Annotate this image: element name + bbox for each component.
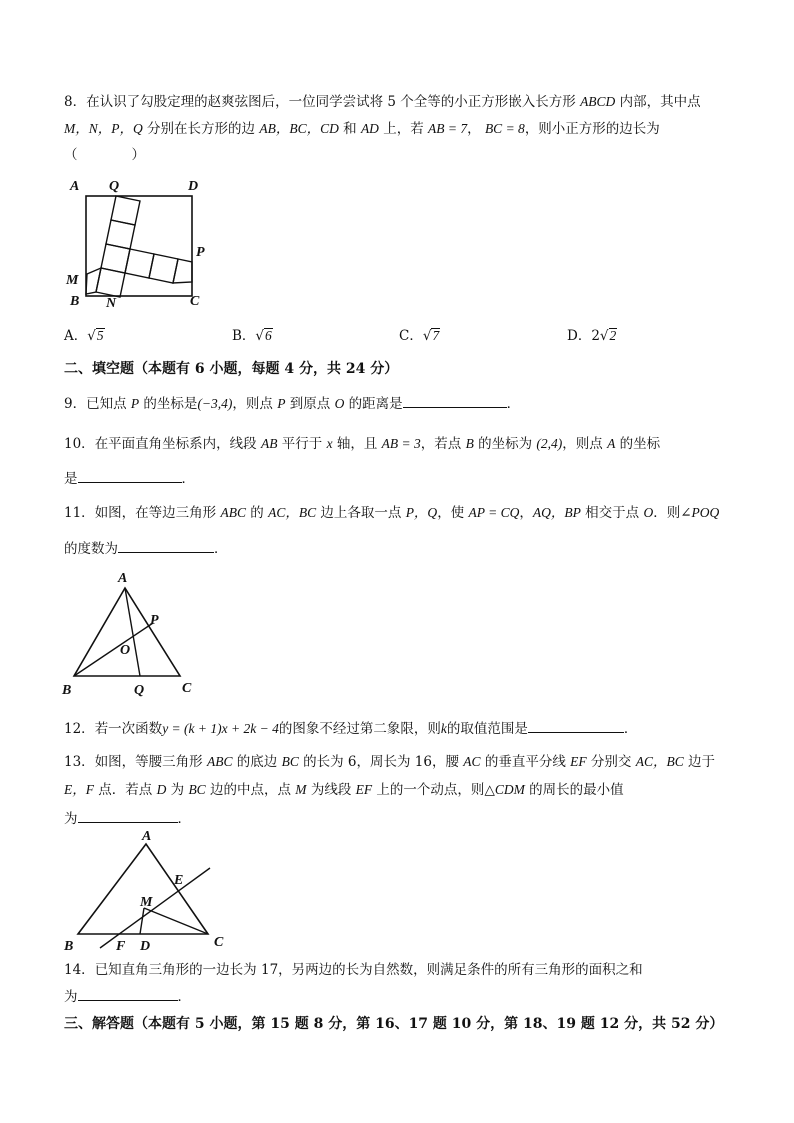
q8-text: 和 — [338, 121, 361, 137]
angle-poq: ∠POQ — [680, 505, 720, 520]
triangle-cdm: △CDM — [484, 782, 525, 797]
point-p: P — [277, 396, 286, 411]
q12-number: 12． — [64, 721, 95, 737]
label-d: D — [140, 939, 151, 954]
q9-number: 9． — [64, 396, 87, 412]
q14-end: ． — [177, 989, 191, 1005]
label-a: A — [118, 571, 128, 586]
q9-text: ，则点 — [232, 396, 278, 412]
point-o: O — [643, 505, 654, 520]
option-label: D． — [567, 328, 592, 344]
coordinate: (2,4) — [536, 436, 563, 451]
perpendicular-bisector-ef — [100, 868, 210, 948]
point-a: A — [607, 436, 616, 451]
triangle-name: ABC — [206, 754, 233, 769]
q12-text: 的取值范围是 — [446, 721, 528, 737]
coordinate: (−3,4) — [197, 396, 233, 411]
q8-sides: AB，BC，CD — [259, 121, 339, 136]
q10-text: 的坐标 — [615, 436, 661, 452]
label-a: A — [70, 179, 80, 194]
q13-text: 边的中点，点 — [205, 782, 296, 798]
q11-text: 相交于点 — [580, 505, 644, 521]
answer-blank[interactable] — [78, 468, 182, 483]
label-a: A — [142, 829, 152, 844]
triangle-abc — [78, 844, 208, 934]
q13-line-2 — [64, 780, 624, 800]
point-b: B — [465, 436, 474, 451]
q10-end: ． — [181, 471, 195, 487]
q9-line — [64, 393, 520, 414]
q9-text: 到原点 — [285, 396, 335, 412]
q11-text: 如图，在等边三角形 — [94, 505, 221, 521]
var-k: k — [440, 721, 447, 736]
q14-number: 14． — [64, 962, 95, 978]
answer-blank[interactable] — [528, 718, 624, 733]
q13-figure — [60, 826, 240, 954]
q11-text: ，使 — [437, 505, 469, 521]
q8-side: AD — [360, 121, 379, 136]
q11-line-2 — [64, 538, 228, 559]
label-c: C — [214, 935, 224, 950]
label-p: P — [196, 245, 205, 260]
label-c: C — [190, 294, 200, 309]
option-label: C． — [399, 328, 423, 344]
q13-text: 如图，等腰三角形 — [94, 754, 207, 770]
q8-figure — [64, 174, 224, 314]
q11-text: 的 — [245, 505, 269, 521]
condition: AB = 3 — [381, 436, 421, 451]
sqrt-symbol: √ — [87, 328, 96, 344]
label-e: E — [174, 873, 184, 888]
label-m: M — [140, 895, 153, 910]
option-c[interactable] — [399, 324, 440, 344]
segment-md — [140, 908, 144, 934]
q11-text: 边上各取一点 — [316, 505, 406, 521]
q10-text: 平行于 — [277, 436, 327, 452]
label-q: Q — [109, 179, 120, 194]
label-f: F — [116, 939, 126, 954]
label-b: B — [64, 939, 74, 954]
radicand: 5 — [96, 328, 104, 343]
rectangle-abcd — [86, 196, 192, 296]
sqrt-symbol: √ — [255, 328, 265, 344]
segment-ab: AB — [260, 436, 278, 451]
label-p: P — [150, 613, 159, 628]
q10-text: 是 — [64, 471, 78, 487]
small-squares — [86, 196, 192, 297]
point-d: D — [156, 782, 167, 797]
q13-text: 为 — [166, 782, 189, 798]
radicand: 2 — [609, 328, 617, 343]
q9-text: 的距离是 — [344, 396, 403, 412]
construction-lines — [100, 868, 210, 948]
q8-number: 8． — [64, 94, 87, 110]
origin-o: O — [334, 396, 345, 411]
q14-line-1 — [64, 960, 643, 980]
q13-end: ． — [177, 811, 191, 827]
coefficient: 2 — [591, 328, 600, 344]
option-a[interactable] — [64, 324, 105, 344]
side-ac: AC — [463, 754, 481, 769]
q10-text: ，若点 — [420, 436, 466, 452]
option-label: B． — [232, 328, 256, 344]
q8-condition: AB = 7 — [428, 121, 468, 136]
q13-line-1 — [64, 752, 715, 772]
q8-condition: BC = 8 — [484, 121, 525, 136]
radicand: 7 — [432, 328, 440, 343]
side-bc: BC — [188, 782, 206, 797]
point-p: P — [130, 396, 140, 411]
q11-text: ， — [519, 505, 533, 521]
x-axis-var: x — [326, 436, 333, 451]
label-o: O — [120, 643, 131, 658]
q10-line-1 — [64, 434, 660, 454]
q10-text: ，则点 — [562, 436, 608, 452]
q8-line-2: M，N，P，Q 分别在长方形的边 AB，BC，CD 和 AD 上，若 AB = 7， BC = 8，则小正方形的边长为 — [64, 121, 660, 137]
q13-text: 的垂直平分线 — [480, 754, 571, 770]
option-d[interactable] — [567, 324, 617, 344]
radicand: 6 — [265, 328, 272, 343]
q13-text: 为线段 — [306, 782, 356, 798]
cevians — [74, 588, 153, 676]
q14-text: 为 — [64, 989, 78, 1005]
q11-text: ．则 — [653, 505, 681, 521]
label-n: N — [106, 296, 117, 311]
q10-text: 的坐标为 — [473, 436, 537, 452]
q8-line-1 — [64, 92, 701, 112]
q13-text: 的底边 — [232, 754, 282, 770]
q8-text: 分别在长方形的边 — [142, 121, 260, 137]
q13-text: 的周长的最小值 — [524, 782, 624, 798]
q10-text: 轴，且 — [332, 436, 382, 452]
q9-text: 已知点 — [86, 396, 131, 412]
q10-line-2 — [64, 468, 195, 489]
segment-ef: EF — [355, 782, 373, 797]
label-d: D — [188, 179, 199, 194]
segments: AQ，BP — [532, 505, 581, 520]
q11-end: ． — [214, 541, 228, 557]
q13-text: 的长为 6，周长为 16，腰 — [298, 754, 464, 770]
q13-text: 分别交 — [586, 754, 636, 770]
answer-blank[interactable] — [403, 393, 507, 408]
sqrt-symbol: √ — [599, 328, 609, 344]
q8-rect-name: ABCD — [580, 94, 616, 109]
q8-text: 内部，其中点 — [615, 94, 701, 110]
points: P，Q — [405, 505, 438, 520]
q11-number: 11． — [64, 505, 95, 521]
q11-line-1 — [64, 503, 719, 523]
q12-line — [64, 718, 637, 739]
q9-text: 的坐标是 — [139, 396, 198, 412]
q8-text: 在认识了勾股定理的赵爽弦图后，一位同学尝试将 5 个全等的小正方形嵌入长方形 — [86, 94, 576, 110]
sides: AC，BC — [268, 505, 317, 520]
points-ef: E，F — [64, 782, 94, 797]
q8-text: ，则小正方形的边长为 — [524, 121, 660, 137]
q13-text: 边于 — [683, 754, 716, 770]
label-b: B — [62, 683, 72, 698]
q8-answer-paren: （ ） — [64, 147, 145, 163]
option-label: A． — [64, 328, 88, 344]
label-m: M — [66, 273, 79, 288]
q11-text: 的度数为 — [64, 541, 118, 557]
point-m: M — [295, 782, 307, 797]
q10-number: 10． — [64, 436, 95, 452]
label-c: C — [182, 681, 192, 696]
q8-points: M，N，P，Q — [64, 121, 143, 136]
triangle-name: ABC — [220, 505, 246, 520]
option-b[interactable] — [232, 324, 273, 344]
side-bc: BC — [281, 754, 299, 769]
q9-end: ． — [506, 396, 521, 412]
answer-blank[interactable] — [78, 986, 178, 1001]
q13-text: 点．若点 — [94, 782, 157, 798]
q12-text: 的图象不经过第二象限，则 — [278, 721, 441, 737]
q14-line-2 — [64, 986, 191, 1007]
q8-text: 上，若 — [378, 121, 429, 137]
section-3-heading: 三、解答题（本题有 5 小题，第 15 题 8 分，第 16、17 题 10 分，第 18、19 题 12 分，共 52 分） — [64, 1016, 724, 1032]
function-expression: y = (k + 1)x + 2k − 4 — [162, 721, 279, 736]
q14-text: 已知直角三角形的一边长为 17，另两边的长为自然数，则满足条件的所有三角形的面积之和 — [94, 962, 643, 978]
sides: AC，BC — [635, 754, 684, 769]
q12-text: 若一次函数 — [94, 721, 163, 737]
sqrt-symbol: √ — [422, 328, 432, 344]
label-b: B — [70, 294, 80, 309]
q12-end: ． — [623, 721, 638, 737]
q13-number: 13． — [64, 754, 95, 770]
q11-figure — [60, 568, 200, 698]
q10-text: 在平面直角坐标系内，线段 — [94, 436, 261, 452]
q13-text: 上的一个动点，则 — [372, 782, 485, 798]
label-q: Q — [134, 683, 145, 698]
answer-blank[interactable] — [118, 538, 214, 553]
line-ef: EF — [570, 754, 587, 769]
answer-blank[interactable] — [78, 808, 178, 823]
condition: AP = CQ — [468, 505, 520, 520]
section-2-heading: 二、填空题（本题有 6 小题，每题 4 分，共 24 分） — [64, 361, 399, 377]
q13-text: 为 — [64, 811, 78, 827]
